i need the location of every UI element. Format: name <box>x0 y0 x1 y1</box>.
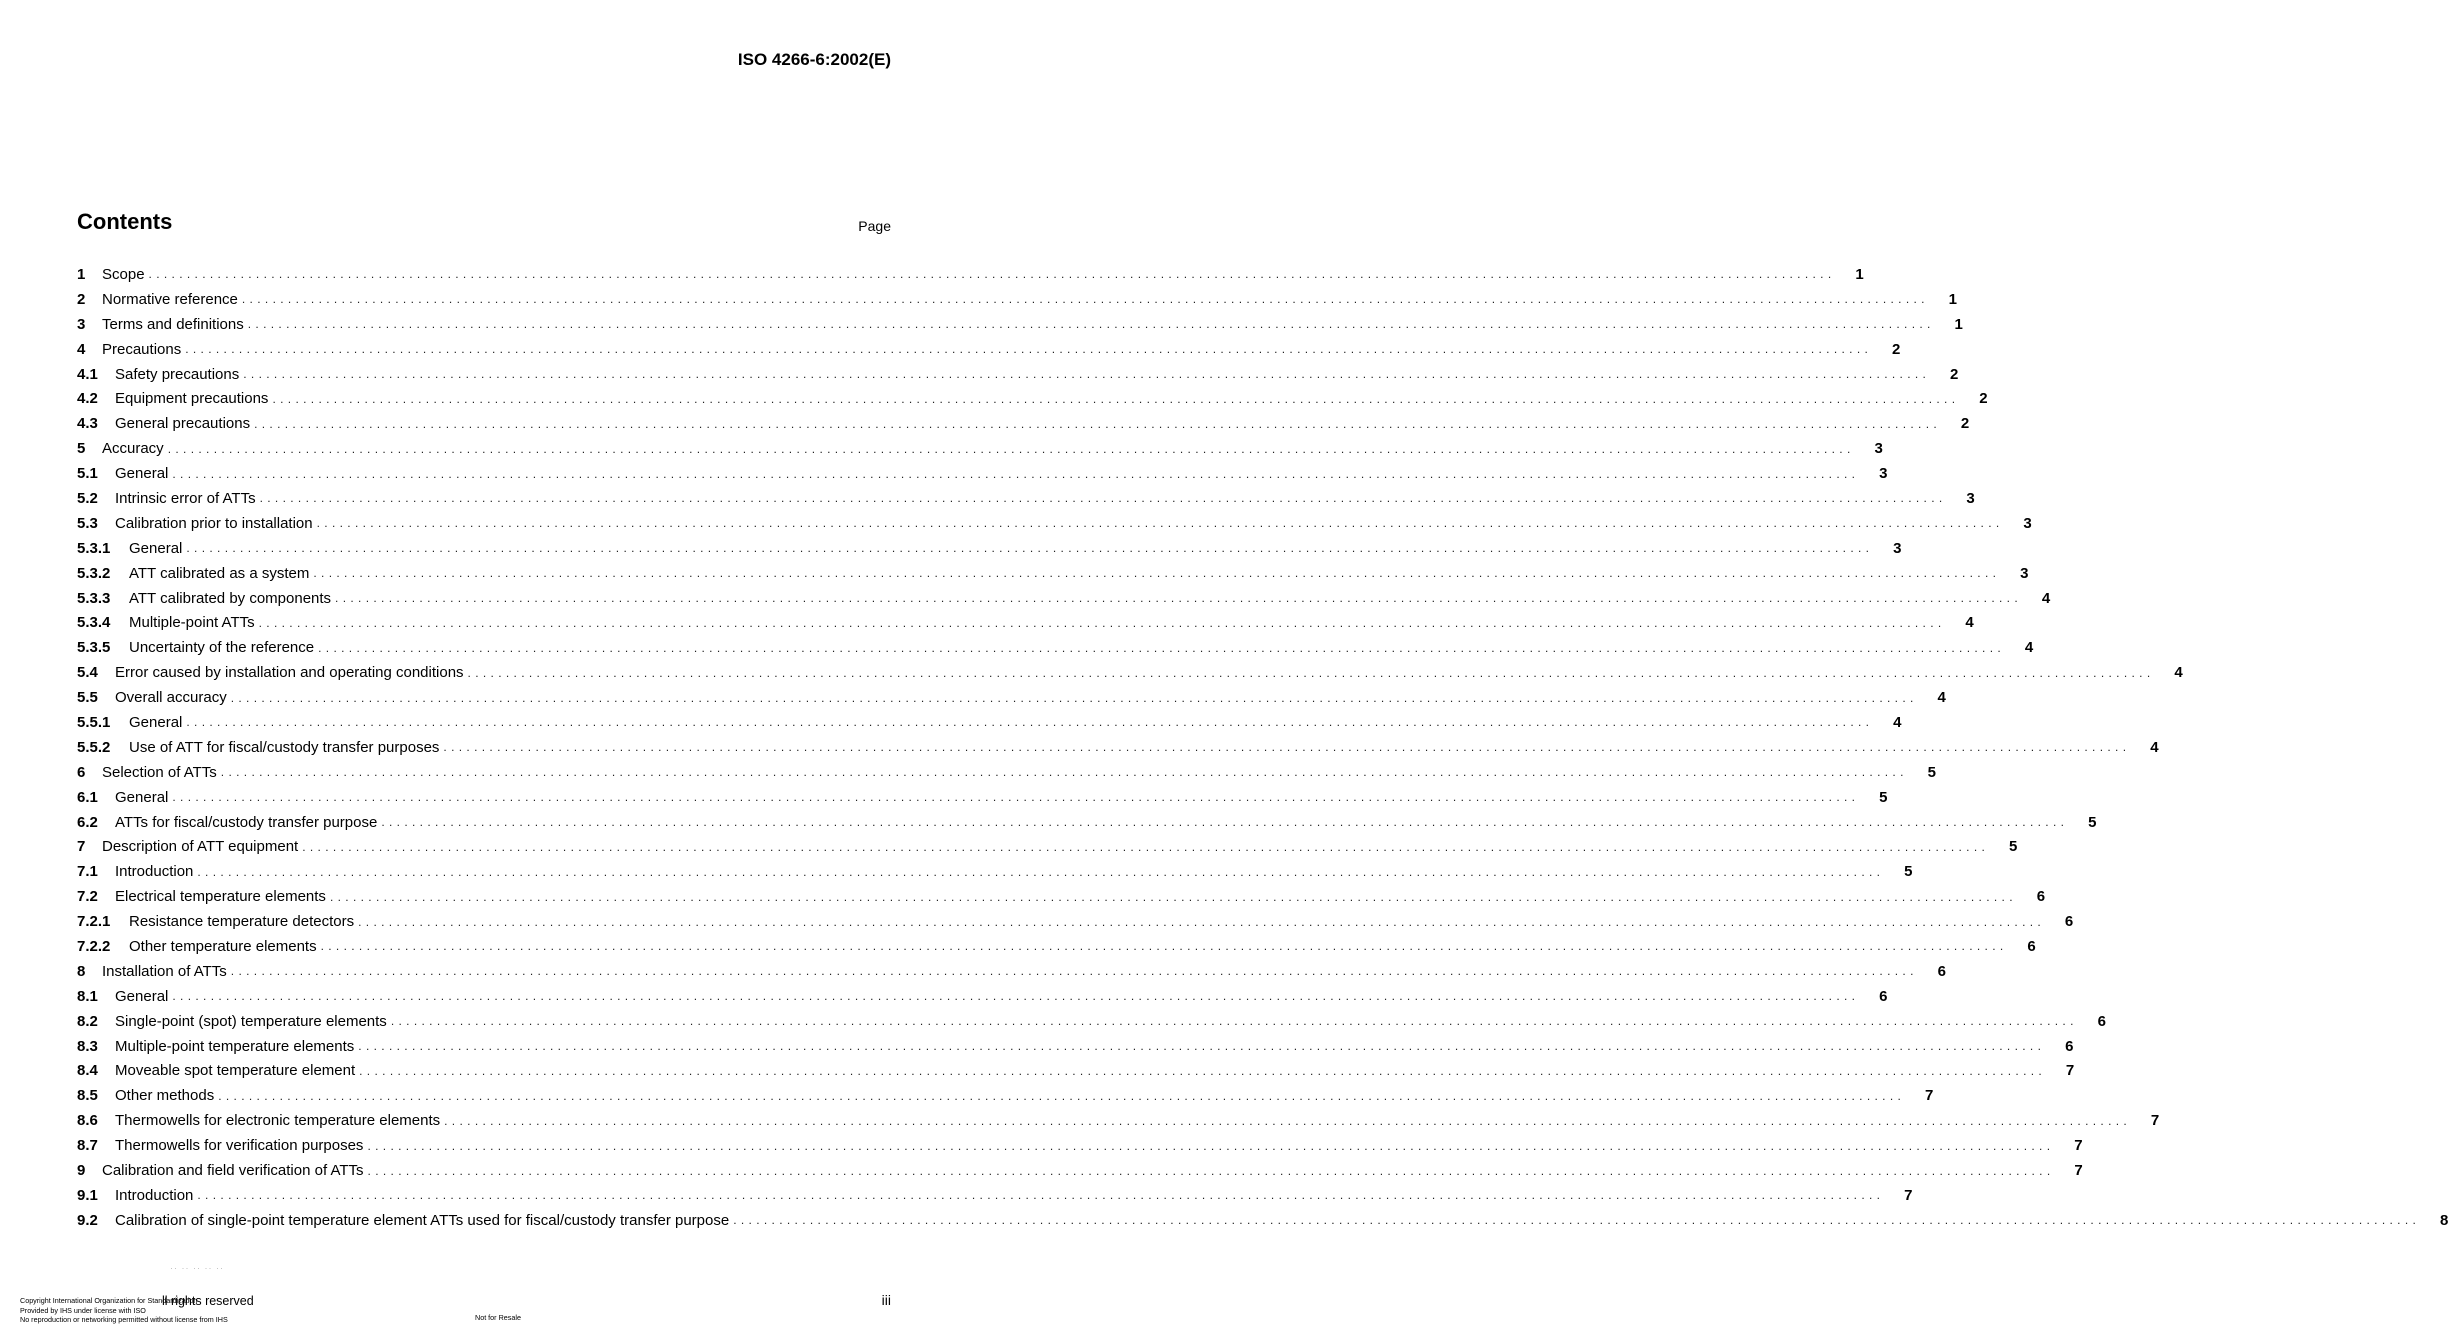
dot-leader: . . . . . . . . . . . . . . . . . . . . . . . . . . . . . . . . . . . . . . . . . . . . . . . . . . . . . . . . . . . . . . . . . . . . . . . . . . . . . . . . . . . . . . . . . . . . . . . . . . . . . . . . . . . . . . . . . . . . . . . . . . . . . . . . . . . . . . . . . . . . . . . . . . . . . . . . . . . . . . . . . . . . . . . . . . . . . . . . . . . . . . . . . . . . . . . . . . . . . . . . . . . . . . . . . . . . . . . . . . . . <box>172 989 1856 1004</box>
toc-entry-page: 3 <box>1879 465 1888 483</box>
toc-entry[interactable] <box>77 586 2051 611</box>
toc-entry-page: 4 <box>2041 589 2051 607</box>
toc-entry-page: 8 <box>2439 1211 2448 1229</box>
toc-entry-number: 5.5.2 <box>77 738 111 756</box>
toc-entry-number: 4.2 <box>77 390 98 408</box>
toc-entry[interactable] <box>77 859 1913 884</box>
toc-entry[interactable] <box>77 660 2183 685</box>
toc-entry-page: 7 <box>2074 1137 2083 1155</box>
toc-entry[interactable] <box>77 1059 2075 1084</box>
dot-leader: . . . . . . . . . . . . . . . . . . . . . . . . . . . . . . . . . . . . . . . . . . . . . . . . . . . . . . . . . . . . . . . . . . . . . . . . . . . . . . . . . . . . . . . . . . . . . . . . . . . . . . . . . . . . . . . . . . . . . . . . . . . . . . . . . . . . . . . . . . . . . . . . . . . . . . . . . . . . . . . . . . . . . . . . . . . . . . . . . . . . . . . . . . . . . . . . . . . . . . . . . . . . . . . . . . . . . . . . . . . . <box>197 1188 1881 1203</box>
dot-leader: . . . . . . . . . . . . . . . . . . . . . . . . . . . . . . . . . . . . . . . . . . . . . . . . . . . . . . . . . . . . . . . . . . . . . . . . . . . . . . . . . . . . . . . . . . . . . . . . . . . . . . . . . . . . . . . . . . . . . . . . . . . . . . . . . . . . . . . . . . . . . . . . . . . . . . . . . . . . . . . . . . . . . . . . . . . . . . . . . . . . . . . . . . . . . . . . . . . . . . . . . . . . . . . . . . . . . . . . . . . . <box>220 765 1904 780</box>
toc-entry-number: 5.3.5 <box>77 639 111 657</box>
toc-entry[interactable] <box>77 536 1902 561</box>
dot-leader: . . . . . . . . . . . . . . . . . . . . . . . . . . . . . . . . . . . . . . . . . . . . . . . . . . . . . . . . . . . . . . . . . . . . . . . . . . . . . . . . . . . . . . . . . . . . . . . . . . . . . . . . . . . . . . . . . . . . . . . . . . . . . . . . . . . . . . . . . . . . . . . . . . . . . . . . . . . . . . . . . . . . . . . . . . . . . . . . . . . . . . . . . . . . . . . . . . . . . . . . . . . . . . . . . . . . . . . . . . . . <box>313 566 1997 581</box>
toc-entry-title: General <box>115 465 169 483</box>
toc-entry-page: 6 <box>2027 937 2036 955</box>
toc-entry-number: 5.2 <box>77 489 98 507</box>
toc-entry-page: 7 <box>2150 1112 2160 1130</box>
dot-leader: . . . . . . . . . . . . . . . . . . . . . . . . . . . . . . . . . . . . . . . . . . . . . . . . . . . . . . . . . . . . . . . . . . . . . . . . . . . . . . . . . . . . . . . . . . . . . . . . . . . . . . . . . . . . . . . . . . . . . . . . . . . . . . . . . . . . . . . . . . . . . . . . . . . . . . . . . . . . . . . . . . . . . . . . . . . . . . . . . . . . . . . . . . . . . . . . . . . . . . . . . . . . . . . . . . . . . . . . . . . . <box>381 815 2065 830</box>
toc-entry-title: Introduction <box>115 1186 194 1204</box>
toc-entry-number: 8.4 <box>77 1062 98 1080</box>
toc-entry[interactable] <box>77 984 1888 1009</box>
toc-entry-number: 5.5.1 <box>77 713 111 731</box>
toc-entry-page: 7 <box>2074 1162 2083 1179</box>
toc-entry-page: 1 <box>1855 265 1864 283</box>
toc-entry-number: 7 <box>77 838 86 856</box>
toc-entry-page: 1 <box>1948 290 1958 308</box>
dot-leader: . . . . . . . . . . . . . . . . . . . . . . . . . . . . . . . . . . . . . . . . . . . . . . . . . . . . . . . . . . . . . . . . . . . . . . . . . . . . . . . . . . . . . . . . . . . . . . . . . . . . . . . . . . . . . . . . . . . . . . . . . . . . . . . . . . . . . . . . . . . . . . . . . . . . . . . . . . . . . . . . . . . . . . . . . . . . . . . . . . . . . . . . . . . . . . . . . . . . . . . . . . . . . . . . . . . . . . . . . . . . <box>359 1063 2043 1078</box>
toc-entry[interactable] <box>77 486 1975 511</box>
dot-leader: . . . . . . . . . . . . . . . . . . . . . . . . . . . . . . . . . . . . . . . . . . . . . . . . . . . . . . . . . . . . . . . . . . . . . . . . . . . . . . . . . . . . . . . . . . . . . . . . . . . . . . . . . . . . . . . . . . . . . . . . . . . . . . . . . . . . . . . . . . . . . . . . . . . . . . . . . . . . . . . . . . . . . . . . . . . . . . . . . . . . . . . . . . . . . . . . . . . . . . . . . . . . . . . . . . . . . . . . . . . . <box>218 1088 1902 1103</box>
dot-leader: . . . . . . . . . . . . . . . . . . . . . . . . . . . . . . . . . . . . . . . . . . . . . . . . . . . . . . . . . . . . . . . . . . . . . . . . . . . . . . . . . . . . . . . . . . . . . . . . . . . . . . . . . . . . . . . . . . . . . . . . . . . . . . . . . . . . . . . . . . . . . . . . . . . . . . . . . . . . . . . . . . . . . . . . . . . . . . . . . . . . . . . . . . . . . . . . . . . . . . . . . . . . . . . . . . . . . . . . . . . . <box>254 416 1938 431</box>
toc-entry[interactable] <box>77 386 1988 411</box>
dot-leader: . . . . . . . . . . . . . . . . . . . . . . . . . . . . . . . . . . . . . . . . . . . . . . . . . . . . . . . . . . . . . . . . . . . . . . . . . . . . . . . . . . . . . . . . . . . . . . . . . . . . . . . . . . . . . . . . . . . . . . . . . . . . . . . . . . . . . . . . . . . . . . . . . . . . . . . . . . . . . . . . . . . . . . . . . . . . . . . . . . . . . . . . . . . . . . . . . . . . . . . . . . . . . . . . . . . . . . . . . . . . <box>186 541 1870 556</box>
toc-entry[interactable] <box>77 834 2018 859</box>
dot-leader: . . . . . . . . . . . . . . . . . . . . . . . . . . . . . . . . . . . . . . . . . . . . . . . . . . . . . . . . . . . . . . . . . . . . . . . . . . . . . . . . . . . . . . . . . . . . . . . . . . . . . . . . . . . . . . . . . . . . . . . . . . . . . . . . . . . . . . . . . . . . . . . . . . . . . . . . . . . . . . . . . . . . . . . . . . . . . . . . . . . . . . . . . . . . . . . . . . . . . . . . . . . . . . . . . . . . . . . . . . . . <box>302 839 1986 854</box>
toc-entry[interactable] <box>77 561 2029 586</box>
toc-entry-page: 6 <box>2065 1037 2074 1055</box>
toc-entry-title: General <box>115 788 169 806</box>
toc-entry-number: 9 <box>77 1162 86 1179</box>
toc-entry-title: Calibration prior to installation <box>115 514 313 532</box>
toc-entry[interactable] <box>77 436 1883 461</box>
not-for-resale: Not for Resale <box>475 1313 521 1322</box>
toc-entry-title: Accuracy <box>102 440 164 458</box>
toc-entry-number: 5.3.3 <box>77 589 111 607</box>
dot-leader: . . . . . . . . . . . . . . . . . . . . . . . . . . . . . . . . . . . . . . . . . . . . . . . . . . . . . . . . . . . . . . . . . . . . . . . . . . . . . . . . . . . . . . . . . . . . . . . . . . . . . . . . . . . . . . . . . . . . . . . . . . . . . . . . . . . . . . . . . . . . . . . . . . . . . . . . . . . . . . . . . . . . . . . . . . . . . . . . . . . . . . . . . . . . . . . . . . . . . . . . . . . . . . . . . . . . . . . . . . . . <box>258 615 1942 630</box>
toc-entry-number: 3 <box>77 315 86 333</box>
toc-entry-page: 2 <box>1960 415 1970 433</box>
toc-entry[interactable] <box>77 511 2032 536</box>
toc-entry-number: 6.1 <box>77 788 98 806</box>
copyright-line: Copyright International Organization for Standardization <box>20 1296 198 1305</box>
dot-leader: . . . . . . . . . . . . . . . . . . . . . . . . . . . . . . . . . . . . . . . . . . . . . . . . . . . . . . . . . . . . . . . . . . . . . . . . . . . . . . . . . . . . . . . . . . . . . . . . . . . . . . . . . . . . . . . . . . . . . . . . . . . . . . . . . . . . . . . . . . . . . . . . . . . . . . . . . . . . . . . . . . . . . . . . . . . . . . . . . . . . . . . . . . . . . . . . . . . . . . . . . . . . . . . . . . . . . . . . . . . . <box>329 889 2014 904</box>
toc-entry[interactable] <box>77 1083 1934 1108</box>
toc-entry-title: Electrical temperature elements <box>115 888 326 906</box>
dot-leader: . . . . . . . . . . . . . . . . . . . . . . . . . . . . . . . . . . . . . . . . . . . . . . . . . . . . . . . . . . . . . . . . . . . . . . . . . . . . . . . . . . . . . . . . . . . . . . . . . . . . . . . . . . . . . . . . . . . . . . . . . . . . . . . . . . . . . . . . . . . . . . . . . . . . . . . . . . . . . . . . . . . . . . . . . . . . . . . . . . . . . . . . . . . . . . . . . . . . . . . . . . . . . . . . . . . . . . . . . . . . <box>230 964 1914 979</box>
toc-entry-page: 6 <box>2036 888 2046 906</box>
dot-leader: . . . . . . . . . . . . . . . . . . . . . . . . . . . . . . . . . . . . . . . . . . . . . . . . . . . . . . . . . . . . . . . . . . . . . . . . . . . . . . . . . . . . . . . . . . . . . . . . . . . . . . . . . . . . . . . . . . . . . . . . . . . . . . . . . . . . . . . . . . . . . . . . . . . . . . . . . . . . . . . . . . . . . . . . . . . . . . . . . . . . . . . . . . . . . . . . . . . . . . . . . . . . . . . . . . . . . . . . . . . . <box>318 640 2002 655</box>
toc-entry[interactable] <box>77 810 2097 835</box>
dot-leader: . . . . . . . . . . . . . . . . . . . . . . . . . . . . . . . . . . . . . . . . . . . . . . . . . . . . . . . . . . . . . . . . . . . . . . . . . . . . . . . . . . . . . . . . . . . . . . . . . . . . . . . . . . . . . . . . . . . . . . . . . . . . . . . . . . . . . . . . . . . . . . . . . . . . . . . . . . . . . . . . . . . . . . . . . . . . . . . . . . . . . . . . . . . . . . . . . . . . . . . . . . . . . . . . . . . . . . . . . . . . <box>186 715 1870 730</box>
toc-entry[interactable] <box>77 1158 2083 1183</box>
copyright-line: Provided by IHS under license with ISO <box>20 1305 146 1315</box>
toc-entry-title: ATT calibrated as a system <box>129 564 310 582</box>
toc-entry[interactable] <box>77 362 1959 387</box>
toc-entry[interactable] <box>77 461 1888 486</box>
toc-entry-page: 3 <box>1893 539 1902 557</box>
toc-entry-number: 8.6 <box>77 1112 98 1130</box>
dot-leader: . . . . . . . . . . . . . . . . . . . . . . . . . . . . . . . . . . . . . . . . . . . . . . . . . . . . . . . . . . . . . . . . . . . . . . . . . . . . . . . . . . . . . . . . . . . . . . . . . . . . . . . . . . . . . . . . . . . . . . . . . . . . . . . . . . . . . . . . . . . . . . . . . . . . . . . . . . . . . . . . . . . . . . . . . . . . . . . . . . . . . . . . . . . . . . . . . . . . . . . . . . . . . . . . . . . . . . . . . . . . <box>241 292 1926 307</box>
toc-entry-page: 4 <box>1937 689 1946 707</box>
toc-entry-number: 8.7 <box>77 1137 98 1155</box>
toc-entry-title: ATT calibrated by components <box>129 589 332 607</box>
toc-entry-title: Calibration of single-point temperature element ATTs used for fiscal/custody transfer purpose <box>115 1211 730 1229</box>
toc-entry-title: ATTs for fiscal/custody transfer purpose <box>115 813 378 831</box>
dot-leader: . . . . . . . . . . . . . . . . . . . . . . . . . . . . . . . . . . . . . . . . . . . . . . . . . . . . . . . . . . . . . . . . . . . . . . . . . . . . . . . . . . . . . . . . . . . . . . . . . . . . . . . . . . . . . . . . . . . . . . . . . . . . . . . . . . . . . . . . . . . . . . . . . . . . . . . . . . . . . . . . . . . . . . . . . . . . . . . . . . . . . . . . . . . . . . . . . . . . . . . . . . . . . . . . . . . . . . . . . . . . <box>230 690 1914 705</box>
dot-leader: . . . . . . . . . . . . . . . . . . . . . . . . . . . . . . . . . . . . . . . . . . . . . . . . . . . . . . . . . . . . . . . . . . . . . . . . . . . . . . . . . . . . . . . . . . . . . . . . . . . . . . . . . . . . . . . . . . . . . . . . . . . . . . . . . . . . . . . . . . . . . . . . . . . . . . . . . . . . . . . . . . . . . . . . . . . . . . . . . . . . . . . . . . . . . . . . . . . . . . . . . . . . . . . . . . . . . . . . . . . . <box>243 367 1927 381</box>
toc-entry-page: 3 <box>2023 514 2032 532</box>
toc-entry[interactable] <box>77 610 1974 635</box>
toc-entry-number: 7.2.2 <box>77 937 111 955</box>
toc-entry-title: Single-point (spot) temperature elements <box>115 1012 387 1030</box>
toc-entry[interactable] <box>77 785 1888 810</box>
toc-entry-number: 5 <box>77 440 86 458</box>
toc-entry[interactable] <box>77 959 1946 984</box>
toc-entry-page: 6 <box>2064 913 2074 931</box>
toc-entry-title: Other methods <box>115 1087 215 1105</box>
toc-entry-title: Description of ATT equipment <box>102 838 299 856</box>
toc-entry[interactable] <box>77 1009 2106 1034</box>
dot-leader: . . . . . . . . . . . . . . . . . . . . . . . . . . . . . . . . . . . . . . . . . . . . . . . . . . . . . . . . . . . . . . . . . . . . . . . . . . . . . . . . . . . . . . . . . . . . . . . . . . . . . . . . . . . . . . . . . . . . . . . . . . . . . . . . . . . . . . . . . . . . . . . . . . . . . . . . . . . . . . . . . . . . . . . . . . . . . . . . . . . . . . . . . . . . . . . . . . . . . . . . . . . . . . . . . . . . . . . . . . . . <box>172 466 1856 481</box>
toc-entry-page: 4 <box>1965 614 1974 632</box>
toc-entry-page: 4 <box>2150 738 2159 756</box>
dot-leader: . . . . . . . . . . . . . . . . . . . . . . . . . . . . . . . . . . . . . . . . . . . . . . . . . . . . . . . . . . . . . . . . . . . . . . . . . . . . . . . . . . . . . . . . . . . . . . . . . . . . . . . . . . . . . . . . . . . . . . . . . . . . . . . . . . . . . . . . . . . . . . . . . . . . . . . . . . . . . . . . . . . . . . . . . . . . . . . . . . . . . . . . . . . . . . . . . . . . . . . . . . . . . . . . . . . . . . . . . . . . <box>390 1014 2074 1029</box>
toc-entry-page: 4 <box>1893 713 1902 731</box>
toc-entry-number: 5.3.2 <box>77 564 111 582</box>
table-of-contents <box>77 262 2448 1233</box>
page-title: Contents <box>77 209 173 234</box>
toc-entry-title: General <box>115 987 169 1005</box>
toc-entry-page: 5 <box>2088 813 2097 831</box>
toc-entry-page: 7 <box>1925 1087 1934 1105</box>
toc-entry-number: 8.5 <box>77 1087 98 1105</box>
toc-entry-title: Moveable spot temperature element <box>115 1062 356 1080</box>
toc-entry-number: 9.2 <box>77 1211 98 1229</box>
toc-entry-page: 3 <box>1966 489 1975 507</box>
toc-entry[interactable] <box>77 685 1946 710</box>
toc-entry-title: Selection of ATTs <box>102 763 217 781</box>
toc-entry-page: 2 <box>1950 365 1959 383</box>
toc-entry-title: Thermowells for verification purposes <box>115 1137 364 1155</box>
toc-entry[interactable] <box>77 1034 2074 1059</box>
dot-leader: . . . . . . . . . . . . . . . . . . . . . . . . . . . . . . . . . . . . . . . . . . . . . . . . . . . . . . . . . . . . . . . . . . . . . . . . . . . . . . . . . . . . . . . . . . . . . . . . . . . . . . . . . . . . . . . . . . . . . . . . . . . . . . . . . . . . . . . . . . . . . . . . . . . . . . . . . . . . . . . . . . . . . . . . . . . . . . . . . . . . . . . . . . . . . . . . . . . . . . . . . . . . . . . . . . . . . . . . . . . . <box>259 491 1943 506</box>
dot-leader: . . . . . . . . . . . . . . . . . . . . . . . . . . . . . . . . . . . . . . . . . . . . . . . . . . . . . . . . . . . . . . . . . . . . . . . . . . . . . . . . . . . . . . . . . . . . . . . . . . . . . . . . . . . . . . . . . . . . . . . . . . . . . . . . . . . . . . . . . . . . . . . . . . . . . . . . . . . . . . . . . . . . . . . . . . . . . . . . . . . . . . . . . . . . . . . . . . . . . . . . . . . . . . . . . . . . . . . . . . . . <box>247 317 1931 332</box>
toc-entry-page: 2 <box>1892 340 1901 358</box>
toc-entry-number: 4.3 <box>77 415 98 433</box>
toc-entry-page: 6 <box>2097 1012 2106 1030</box>
toc-entry-title: Calibration and field verification of ATTs <box>102 1162 364 1179</box>
dot-leader: . . . . . . . . . . . . . . . . . . . . . . . . . . . . . . . . . . . . . . . . . . . . . . . . . . . . . . . . . . . . . . . . . . . . . . . . . . . . . . . . . . . . . . . . . . . . . . . . . . . . . . . . . . . . . . . . . . . . . . . . . . . . . . . . . . . . . . . . . . . . . . . . . . . . . . . . . . . . . . . . . . . . . . . . . . . . . . . . . . . . . . . . . . . . . . . . . . . . . . . . . . . . . . . . . . . . . . . . . . . . <box>320 939 2004 954</box>
dot-leader: . . . . . . . . . . . . . . . . . . . . . . . . . . . . . . . . . . . . . . . . . . . . . . . . . . . . . . . . . . . . . . . . . . . . . . . . . . . . . . . . . . . . . . . . . . . . . . . . . . . . . . . . . . . . . . . . . . . . . . . . . . . . . . . . . . . . . . . . . . . . . . . . . . . . . . . . . . . . . . . . . . . . . . . . . . . . . . . . . . . . . . . . . . . . . . . . . . . . . . . . . . . . . . . . . . . . . . . . . . . . <box>367 1163 2051 1178</box>
toc-entry-number: 9.1 <box>77 1186 98 1204</box>
dot-leader: . . . . . . . . . . . . . . . . . . . . . . . . . . . . . . . . . . . . . . . . . . . . . . . . . . . . . . . . . . . . . . . . . . . . . . . . . . . . . . . . . . . . . . . . . . . . . . . . . . . . . . . . . . . . . . . . . . . . . . . . . . . . . . . . . . . . . . . . . . . . . . . . . . . . . . . . . . . . . . . . . . . . . . . . . . . . . . . . . . . . . . . . . . . . . . . . . . . . . . . . . . . . . . . . . . . . . . . . . . . . <box>358 1039 2042 1054</box>
toc-entry-title: Other temperature elements <box>129 937 317 955</box>
toc-entry[interactable] <box>77 710 1902 735</box>
toc-entry-title: Multiple-point temperature elements <box>115 1037 355 1055</box>
toc-entry-number: 1 <box>77 265 86 283</box>
dot-leader: . . . . . . . . . . . . . . . . . . . . . . . . . . . . . . . . . . . . . . . . . . . . . . . . . . . . . . . . . . . . . . . . . . . . . . . . . . . . . . . . . . . . . . . . . . . . . . . . . . . . . . . . . . . . . . . . . . . . . . . . . . . . . . . . . . . . . . . . . . . . . . . . . . . . . . . . . . . . . . . . . . . . . . . . . . . . . . . . . . . . . . . . . . . . . . . . . . . . . . . . . . . . . . . . . . . . . . . . . . . . <box>148 267 1832 282</box>
dot-leader: . . . . . . . . . . . . . . . . . . . . . . . . . . . . . . . . . . . . . . . . . . . . . . . . . . . . . . . . . . . . . . . . . . . . . . . . . . . . . . . . . . . . . . . . . . . . . . . . . . . . . . . . . . . . . . . . . . . . . . . . . . . . . . . . . . . . . . . . . . . . . . . . . . . . . . . . . . . . . . . . . . . . . . . . . . . . . . . . . . . . . . . . . . . . . . . . . . . . . . . . . . . . . . . . . . . . . . . . . . . . <box>358 914 2042 929</box>
toc-entry-number: 5.5 <box>77 689 98 707</box>
toc-entry-number: 4 <box>77 340 86 358</box>
copyright-line: No reproduction or networking permitted without license from IHS <box>20 1315 228 1324</box>
toc-entry-number: 8.3 <box>77 1037 98 1055</box>
toc-entry-page: 4 <box>2024 639 2034 657</box>
toc-entry-number: 2 <box>77 290 86 308</box>
toc-entry[interactable] <box>77 411 1970 436</box>
toc-entry[interactable] <box>77 1133 2083 1158</box>
toc-entry-page: 3 <box>1874 440 1883 458</box>
toc-entry-number: 7.2.1 <box>77 913 111 931</box>
dot-leader: . . . . . . . . . . . . . . . . . . . . . . . . . . . . . . . . . . . . . . . . . . . . . . . . . . . . . . . . . . . . . . . . . . . . . . . . . . . . . . . . . . . . . . . . . . . . . . . . . . . . . . . . . . . . . . . . . . . . . . . . . . . . . . . . . . . . . . . . . . . . . . . . . . . . . . . . . . . . . . . . . . . . . . . . . . . . . . . . . . . . . . . . . . . . . . . . . . . . . . . . . . . . . . . . . . . . . . . . . . . . <box>197 864 1881 879</box>
document-code: ISO 4266-6:2002(E) <box>737 50 891 69</box>
toc-entry-title: Overall accuracy <box>115 689 227 707</box>
page-column-label: Page <box>858 218 891 234</box>
toc-entry-title: Scope <box>102 265 145 283</box>
toc-entry-title: Resistance temperature detectors <box>129 913 355 931</box>
toc-entry-number: 7.1 <box>77 863 98 881</box>
dot-leader: . . . . . . . . . . . . . . . . . . . . . . . . . . . . . . . . . . . . . . . . . . . . . . . . . . . . . . . . . . . . . . . . . . . . . . . . . . . . . . . . . . . . . . . . . . . . . . . . . . . . . . . . . . . . . . . . . . . . . . . . . . . . . . . . . . . . . . . . . . . . . . . . . . . . . . . . . . . . . . . . . . . . . . . . . . . . . . . . . . . . . . . . . . . . . . . . . . . . . . . . . . . . . . . . . . . . . . . . . . . . <box>172 790 1856 805</box>
dot-leader: . . . . . . . . . . . . . . . . . . . . . . . . . . . . . . . . . . . . . . . . . . . . . . . . . . . . . . . . . . . . . . . . . . . . . . . . . . . . . . . . . . . . . . . . . . . . . . . . . . . . . . . . . . . . . . . . . . . . . . . . . . . . . . . . . . . . . . . . . . . . . . . . . . . . . . . . . . . . . . . . . . . . . . . . . . . . . . . . . . . . . . . . . . . . . . . . . . . . . . . . . . . . . . . . . . . . . . . . . . . . <box>316 516 2000 531</box>
toc-entry[interactable] <box>77 262 1864 287</box>
dot-leader: . . . . . . . . . . . . . . . . . . . . . . . . . . . . . . . . . . . . . . . . . . . . . . . . . . . . . . . . . . . . . . . . . . . . . . . . . . . . . . . . . . . . . . . . . . . . . . . . . . . . . . . . . . . . . . . . . . . . . . . . . . . . . . . . . . . . . . . . . . . . . . . . . . . . . . . . . . . . . . . . . . . . . . . . . . . . . . . . . . . . . . . . . . . . . . . . . . . . . . . . . . . . . . . . . . . . . . . . . . . . <box>733 1213 2417 1228</box>
dot-leader: . . . . . . . . . . . . . . . . . . . . . . . . . . . . . . . . . . . . . . . . . . . . . . . . . . . . . . . . . . . . . . . . . . . . . . . . . . . . . . . . . . . . . . . . . . . . . . . . . . . . . . . . . . . . . . . . . . . . . . . . . . . . . . . . . . . . . . . . . . . . . . . . . . . . . . . . . . . . . . . . . . . . . . . . . . . . . . . . . . . . . . . . . . . . . . . . . . . . . . . . . . . . . . . . . . . . . . . . . . . . <box>185 342 1869 357</box>
toc-entry[interactable] <box>77 735 2159 760</box>
toc-entry-title: Installation of ATTs <box>102 962 227 980</box>
toc-entry[interactable] <box>77 934 2036 959</box>
dot-leader: . . . . . . . . . . . . . . . . . . . . . . . . . . . . . . . . . . . . . . . . . . . . . . . . . . . . . . . . . . . . . . . . . . . . . . . . . . . . . . . . . . . . . . . . . . . . . . . . . . . . . . . . . . . . . . . . . . . . . . . . . . . . . . . . . . . . . . . . . . . . . . . . . . . . . . . . . . . . . . . . . . . . . . . . . . . . . . . . . . . . . . . . . . . . . . . . . . . . . . . . . . . . . . . . . . . . . . . . . . . . <box>443 740 2127 755</box>
toc-entry-page: 2 <box>1979 390 1988 408</box>
toc-entry-title: Error caused by installation and operating conditions <box>115 664 464 682</box>
dot-leader: . . . . . . . . . . . . . . . . . . . . . . . . . . . . . . . . . . . . . . . . . . . . . . . . . . . . . . . . . . . . . . . . . . . . . . . . . . . . . . . . . . . . . . . . . . . . . . . . . . . . . . . . . . . . . . . . . . . . . . . . . . . . . . . . . . . . . . . . . . . . . . . . . . . . . . . . . . . . . . . . . . . . . . . . . . . . . . . . . . . . . . . . . . . . . . . . . . . . . . . . . . . . . . . . . . . . . . . . . . . . <box>367 1138 2051 1153</box>
toc-entry-number: 5.4 <box>77 664 98 682</box>
toc-entry-title: General <box>129 713 183 731</box>
toc-entry[interactable] <box>77 1208 2448 1233</box>
toc-entry-title: Introduction <box>115 863 194 881</box>
toc-entry-page: 3 <box>2020 564 2029 582</box>
dot-leader: . . . . . . . . . . . . . . . . . . . . . . . . . . . . . . . . . . . . . . . . . . . . . . . . . . . . . . . . . . . . . . . . . . . . . . . . . . . . . . . . . . . . . . . . . . . . . . . . . . . . . . . . . . . . . . . . . . . . . . . . . . . . . . . . . . . . . . . . . . . . . . . . . . . . . . . . . . . . . . . . . . . . . . . . . . . . . . . . . . . . . . . . . . . . . . . . . . . . . . . . . . . . . . . . . . . . . . . . . . . . <box>272 391 1956 406</box>
dot-leader: . . . . . . . . . . . . . . . . . . . . . . . . . . . . . . . . . . . . . . . . . . . . . . . . . . . . . . . . . . . . . . . . . . . . . . . . . . . . . . . . . . . . . . . . . . . . . . . . . . . . . . . . . . . . . . . . . . . . . . . . . . . . . . . . . . . . . . . . . . . . . . . . . . . . . . . . . . . . . . . . . . . . . . . . . . . . . . . . . . . . . . . . . . . . . . . . . . . . . . . . . . . . . . . . . . . . . . . . . . . . <box>444 1113 2128 1128</box>
toc-entry-number: 8.1 <box>77 987 98 1005</box>
toc-entry-title: General precautions <box>115 415 251 433</box>
toc-entry-title: Precautions <box>102 340 182 358</box>
toc-entry-title: Thermowells for electronic temperature elements <box>115 1112 441 1130</box>
toc-entry-title: Equipment precautions <box>115 390 269 408</box>
dot-leader: . . . . . . . . . . . . . . . . . . . . . . . . . . . . . . . . . . . . . . . . . . . . . . . . . . . . . . . . . . . . . . . . . . . . . . . . . . . . . . . . . . . . . . . . . . . . . . . . . . . . . . . . . . . . . . . . . . . . . . . . . . . . . . . . . . . . . . . . . . . . . . . . . . . . . . . . . . . . . . . . . . . . . . . . . . . . . . . . . . . . . . . . . . . . . . . . . . . . . . . . . . . . . . . . . . . . . . . . . . . . <box>467 665 2151 680</box>
toc-entry-page: 7 <box>1904 1186 1913 1204</box>
toc-entry-page: 7 <box>2065 1062 2075 1080</box>
page-number: iii <box>881 1292 891 1308</box>
toc-entry-number: 6.2 <box>77 813 98 831</box>
toc-entry[interactable] <box>77 760 1936 785</box>
rights-reserved: ll rights reserved <box>162 1294 254 1308</box>
toc-entry-page: 5 <box>2009 838 2018 856</box>
toc-entry-page: 6 <box>1937 962 1946 980</box>
toc-entry-number: 4.1 <box>77 365 98 383</box>
toc-entry-title: Uncertainty of the reference <box>129 639 315 657</box>
toc-entry[interactable] <box>77 1108 2160 1133</box>
toc-entry-page: 5 <box>1904 863 1913 881</box>
faded-text: ·· ·· ·· ·· ·· <box>170 1263 224 1273</box>
toc-entry-page: 6 <box>1879 987 1888 1005</box>
dot-leader: . . . . . . . . . . . . . . . . . . . . . . . . . . . . . . . . . . . . . . . . . . . . . . . . . . . . . . . . . . . . . . . . . . . . . . . . . . . . . . . . . . . . . . . . . . . . . . . . . . . . . . . . . . . . . . . . . . . . . . . . . . . . . . . . . . . . . . . . . . . . . . . . . . . . . . . . . . . . . . . . . . . . . . . . . . . . . . . . . . . . . . . . . . . . . . . . . . . . . . . . . . . . . . . . . . . . . . . . . . . . <box>167 441 1851 456</box>
toc-entry-page: 1 <box>1954 315 1963 333</box>
toc-entry-title: General <box>129 539 183 557</box>
toc-entry-number: 8.2 <box>77 1012 98 1030</box>
toc-entry-number: 6 <box>77 763 86 781</box>
toc-entry-title: Terms and definitions <box>102 315 244 333</box>
toc-entry-title: Use of ATT for fiscal/custody transfer purposes <box>129 738 440 756</box>
toc-entry[interactable] <box>77 312 1963 337</box>
toc-entry[interactable] <box>77 884 2046 909</box>
toc-entry[interactable] <box>77 909 2074 934</box>
toc-entry-title: Multiple-point ATTs <box>129 614 255 632</box>
toc-entry-title: Safety precautions <box>115 365 240 383</box>
toc-entry-number: 7.2 <box>77 888 98 906</box>
toc-entry-number: 5.3 <box>77 514 98 532</box>
dot-leader: . . . . . . . . . . . . . . . . . . . . . . . . . . . . . . . . . . . . . . . . . . . . . . . . . . . . . . . . . . . . . . . . . . . . . . . . . . . . . . . . . . . . . . . . . . . . . . . . . . . . . . . . . . . . . . . . . . . . . . . . . . . . . . . . . . . . . . . . . . . . . . . . . . . . . . . . . . . . . . . . . . . . . . . . . . . . . . . . . . . . . . . . . . . . . . . . . . . . . . . . . . . . . . . . . . . . . . . . . . . . <box>335 591 2019 606</box>
toc-entry-title: Normative reference <box>102 290 238 308</box>
toc-entry[interactable] <box>77 337 1901 362</box>
toc-entry-page: 4 <box>2174 664 2183 682</box>
toc-entry[interactable] <box>77 1183 1913 1208</box>
toc-entry-number: 5.1 <box>77 465 98 483</box>
toc-entry[interactable] <box>77 635 2034 660</box>
toc-entry-number: 5.3.1 <box>77 539 111 557</box>
toc-entry-page: 5 <box>1927 763 1936 781</box>
toc-entry-number: 8 <box>77 962 86 980</box>
toc-entry-page: 5 <box>1879 788 1888 806</box>
toc-entry-number: 5.3.4 <box>77 614 111 632</box>
toc-entry[interactable] <box>77 287 1958 312</box>
toc-entry-title: Intrinsic error of ATTs <box>115 489 256 507</box>
